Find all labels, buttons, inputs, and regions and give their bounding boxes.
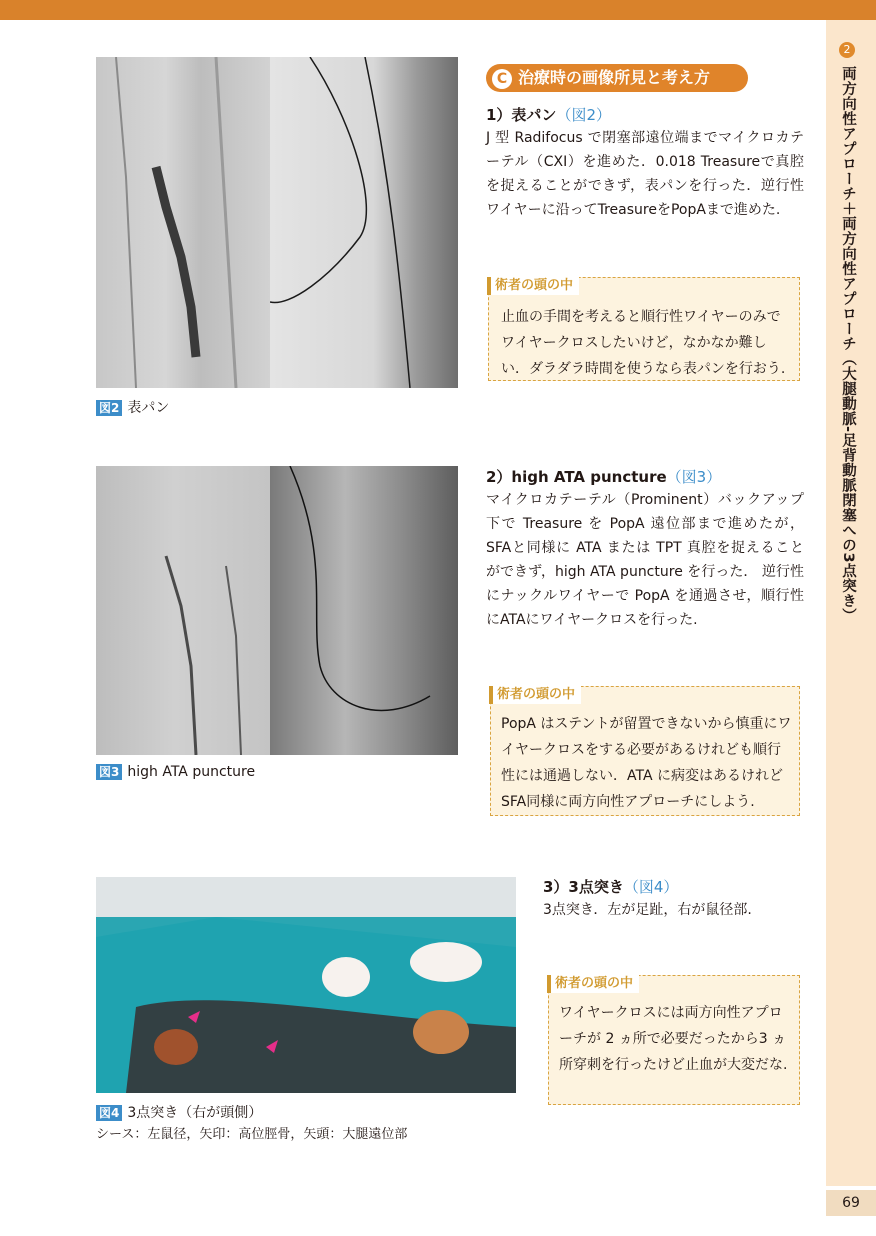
wire-lines	[270, 57, 458, 388]
memo-box-1	[488, 277, 800, 381]
subsection-3-title: 3）3点突き	[543, 878, 624, 896]
section-letter-badge: C	[492, 69, 512, 89]
page-number: 69	[826, 1190, 876, 1216]
figure-2-fluoroscopy	[270, 57, 458, 388]
subsection-2-title: 2）high ATA puncture	[486, 468, 667, 486]
procedure-photo-shapes	[96, 877, 516, 1093]
figure-4-photo	[96, 877, 516, 1093]
figure-3-label: 図3	[96, 764, 122, 780]
figure-4-caption	[96, 1102, 262, 1122]
subsection-1-ref: （図2）	[556, 106, 611, 124]
subsection-3-ref: （図4）	[623, 878, 679, 896]
subsection-2-body: マイクロカテーテル（Prominent）バックアップ下で Treasure を PopA 遠位部まで進めたが，SFAと同様に ATA または TPT 真腔を捉えることができず，high ATA puncture を行った． 逆行性にナックルワイヤーで PopA を通過させ，順行性にATAにワイヤークロスを行った.	[486, 492, 804, 628]
memo-3-label: 術者の頭の中	[547, 975, 639, 993]
memo-box-2	[490, 686, 800, 816]
angiogram-vessels	[96, 466, 270, 755]
angiogram-vessels	[96, 57, 270, 388]
section-title: 治療時の画像所見と考え方	[518, 68, 711, 87]
figure-2-caption-text: 表パン	[127, 400, 170, 416]
figure-4-label: 図4	[96, 1105, 122, 1121]
top-color-bar	[0, 0, 876, 20]
figure-3-fluoroscopy	[270, 466, 458, 755]
memo-3-text: ワイヤークロスには両方向性アプローチが 2 ヵ所で必要だったから3 ヵ所穿刺を行ったけど止血が大変だな.	[559, 1005, 788, 1073]
memo-1-label: 術者の頭の中	[487, 277, 579, 295]
memo-2-label: 術者の頭の中	[489, 686, 581, 704]
figure-2-label: 図2	[96, 400, 122, 416]
chapter-number-badge: 2	[839, 42, 855, 58]
figure-2-angiogram	[96, 57, 270, 388]
figure-3-angiogram	[96, 466, 270, 755]
figure-3-caption	[96, 764, 255, 780]
memo-box-3	[548, 975, 800, 1105]
figure-4-caption-text: 3点突き（右が頭側）	[127, 1105, 263, 1121]
figure-3-caption-text: high ATA puncture	[127, 764, 256, 780]
subsection-1-body: J 型 Radifocus で閉塞部遠位端までマイクロカテーテル（CXI）を進めた．0.018 Treasureで真腔を捉えることができず，表パンを行った．逆行性ワイヤーに沿ってTreasureをPopAまで進めた.	[486, 130, 804, 218]
subsection-3-body: 3点突き．左が足趾，右が鼠径部.	[543, 902, 752, 918]
memo-1-text: 止血の手間を考えると順行性ワイヤーのみでワイヤークロスしたいけど，なかなか難しい．ダラダラ時間を使うなら表パンを行おう.	[501, 309, 786, 377]
chapter-side-title: 両方向性アプローチ＋両方向性アプローチ（大腿動脈‑足背動脈閉塞への3点突き）	[840, 66, 856, 624]
subsection-2-ref: （図3）	[666, 468, 722, 486]
figure-4-subcaption: シース：左鼠径，矢印：高位脛骨，矢頭：大腿遠位部	[96, 1127, 408, 1142]
subsection-2-heading	[486, 466, 721, 487]
figure-2-caption	[96, 397, 169, 417]
subsection-1-heading	[486, 104, 611, 125]
memo-2-text: PopA はステントが留置できないから慎重にワイヤークロスをする必要があるけれども順行性には通過しない．ATA に病変はあるけれどSFA同様に両方向性アプローチにしよう.	[501, 716, 792, 810]
subsection-1-title: 1）表パン	[486, 106, 557, 124]
subsection-3-heading	[543, 876, 678, 897]
section-heading	[486, 64, 748, 92]
wire-lines	[270, 466, 458, 755]
